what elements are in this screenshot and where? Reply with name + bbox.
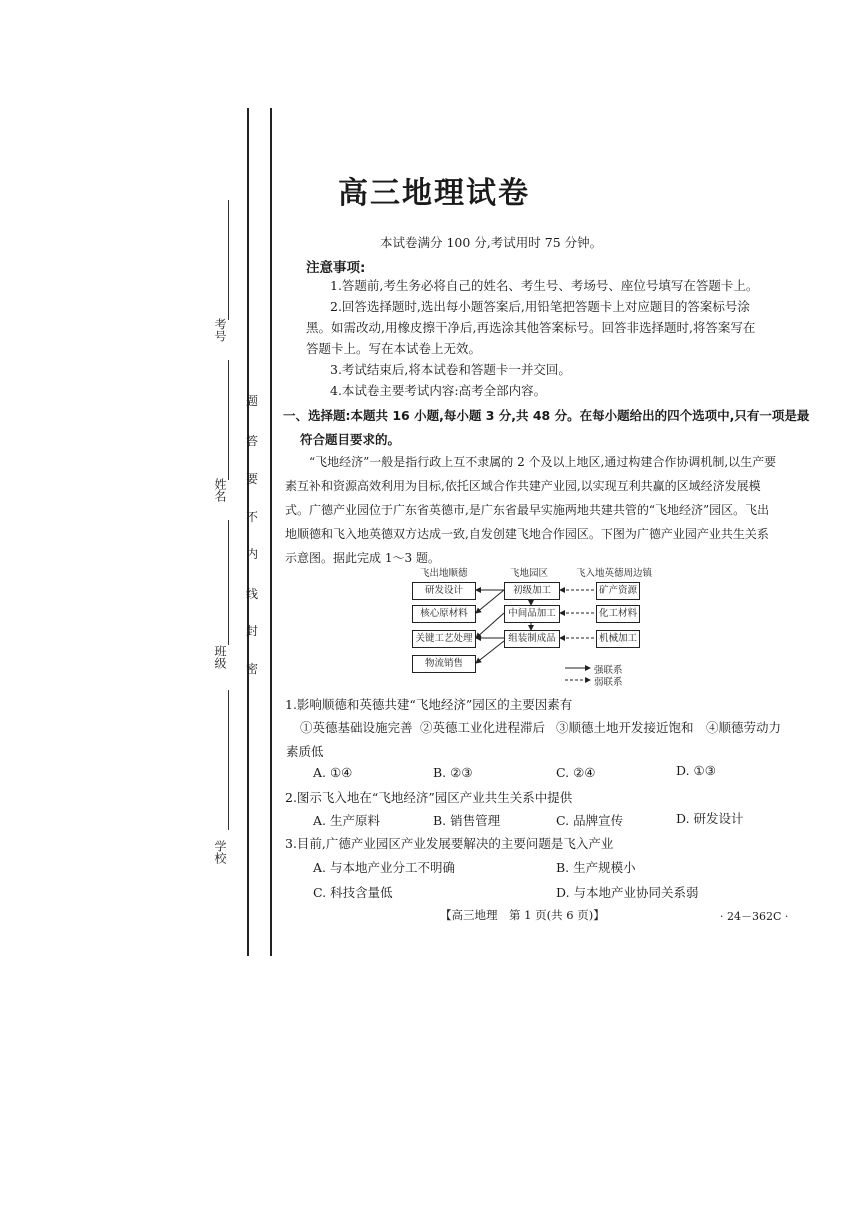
q1-item: ②英德工业化进程滞后 — [420, 720, 546, 735]
page-title: 高三地理试卷 — [338, 176, 530, 211]
q2-option-a[interactable]: A. 生产原料 — [313, 813, 380, 828]
diagram-left-box: 核心原材料 — [412, 605, 476, 623]
q3-option-a[interactable]: A. 与本地产业分工不明确 — [313, 860, 455, 875]
q3-stem: 3.目前,广德产业园区产业发展要解决的主要问题是飞入产业 — [285, 836, 614, 851]
seal-char: 密 — [246, 662, 259, 676]
exam-subtitle: 本试卷满分 100 分,考试用时 75 分钟。 — [380, 235, 603, 250]
section1-heading: 一、选择题:本题共 16 小题,每小题 3 分,共 48 分。在每小题给出的四个选项中,只有一项是最 — [283, 408, 810, 423]
q1-item: ①英德基础设施完善 — [300, 720, 413, 735]
name-underline — [228, 360, 229, 480]
q2-option-c[interactable]: C. 品牌宣传 — [556, 813, 624, 828]
reading-passage: “飞地经济”一般是指行政上互不隶属的 2 个及以上地区,通过构建合作协调机制,以生产要素互补和资源高效利用为目标,依托区域合作共建产业园,以实现互利共赢的区域经济发展模式。广德产业园位于广东省英德市,是广东省最早实施两地共建共管的“飞地经济”园区。飞出地顺德和飞入地英德双方达成一致,自发创建飞地合作园区。下图为广德产业园产业共生关系示意图。据此完成 1～3 题。 — [285, 455, 777, 565]
exam-no-label: 考号 — [213, 318, 227, 342]
q1-option-a[interactable]: A. ①④ — [313, 765, 353, 780]
note-line: 4.本试卷主要考试内容:高考全部内容。 — [330, 383, 547, 398]
q3-option-c[interactable]: C. 科技含量低 — [313, 885, 393, 900]
paper-code: · 24－362C · — [720, 910, 789, 923]
diagram-mid-box: 中间品加工 — [504, 605, 560, 623]
binding-line-right — [270, 108, 272, 956]
seal-char: 内 — [246, 547, 259, 561]
diagram-col-right: 飞入地英德周边镇 — [576, 568, 653, 579]
note-line: 1.答题前,考生务必将自己的姓名、考生号、考场号、座位号填写在答题卡上。 — [330, 278, 759, 293]
seal-char: 不 — [246, 510, 259, 524]
seal-char: 线 — [246, 587, 259, 601]
exam-no-underline — [228, 200, 229, 320]
diagram-left-box: 关键工艺处理 — [412, 630, 476, 648]
school-underline — [228, 690, 229, 830]
q1-item-cont: 素质低 — [286, 744, 324, 759]
note-line: 答题卡上。写在本试卷上无效。 — [306, 341, 482, 356]
q1-option-d[interactable]: D. ①③ — [676, 763, 716, 778]
school-label: 学校 — [213, 840, 227, 864]
note-line: 黑。如需改动,用橡皮擦干净后,再选涂其他答案标号。回答非选择题时,将答案写在 — [306, 320, 756, 335]
note-line: 2.回答选择题时,选出每小题答案后,用铅笔把答题卡上对应题目的答案标号涂 — [330, 299, 750, 314]
seal-char: 题 — [246, 394, 259, 408]
q2-option-b[interactable]: B. 销售管理 — [433, 813, 501, 828]
legend-weak: 弱联系 — [594, 677, 623, 688]
diagram-col-mid: 飞地园区 — [510, 568, 549, 579]
seal-char: 要 — [246, 472, 259, 486]
diagram-right-box: 矿产资源 — [596, 582, 640, 600]
seal-char: 封 — [246, 624, 259, 638]
legend-strong: 强联系 — [594, 665, 623, 676]
q2-stem: 2.图示飞入地在“飞地经济”园区产业共生关系中提供 — [285, 790, 573, 805]
q2-option-d[interactable]: D. 研发设计 — [676, 811, 744, 826]
q3-option-b[interactable]: B. 生产规模小 — [556, 860, 636, 875]
binding-line-left — [247, 108, 249, 956]
diagram-right-box: 机械加工 — [596, 630, 640, 648]
seal-char: 答 — [246, 434, 259, 448]
notes-heading: 注意事项: — [306, 260, 366, 276]
note-line: 3.考试结束后,将本试卷和答题卡一并交回。 — [330, 362, 571, 377]
q1-stem: 1.影响顺德和英德共建“飞地经济”园区的主要因素有 — [285, 697, 573, 712]
diagram-left-box: 物流销售 — [412, 655, 476, 673]
q1-item: ③顺德土地开发接近饱和 — [556, 720, 694, 735]
class-underline — [228, 520, 229, 645]
q3-option-d[interactable]: D. 与本地产业协同关系弱 — [556, 885, 699, 900]
diagram-left-box: 研发设计 — [412, 582, 476, 600]
diagram-mid-box: 组装制成品 — [504, 630, 560, 648]
industry-symbiosis-diagram — [400, 565, 700, 690]
q1-option-c[interactable]: C. ②④ — [556, 765, 596, 780]
diagram-mid-box: 初级加工 — [504, 582, 560, 600]
name-label: 姓名 — [213, 478, 227, 502]
page-footer: 【高三地理 第 1 页(共 6 页)】 — [440, 908, 605, 922]
diagram-col-left: 飞出地顺德 — [420, 568, 468, 579]
class-label: 班级 — [213, 645, 227, 669]
diagram-right-box: 化工材料 — [596, 605, 640, 623]
section1-heading-cont: 符合题目要求的。 — [300, 432, 401, 447]
q1-item: ④顺德劳动力 — [706, 720, 782, 735]
q1-option-b[interactable]: B. ②③ — [433, 765, 473, 780]
